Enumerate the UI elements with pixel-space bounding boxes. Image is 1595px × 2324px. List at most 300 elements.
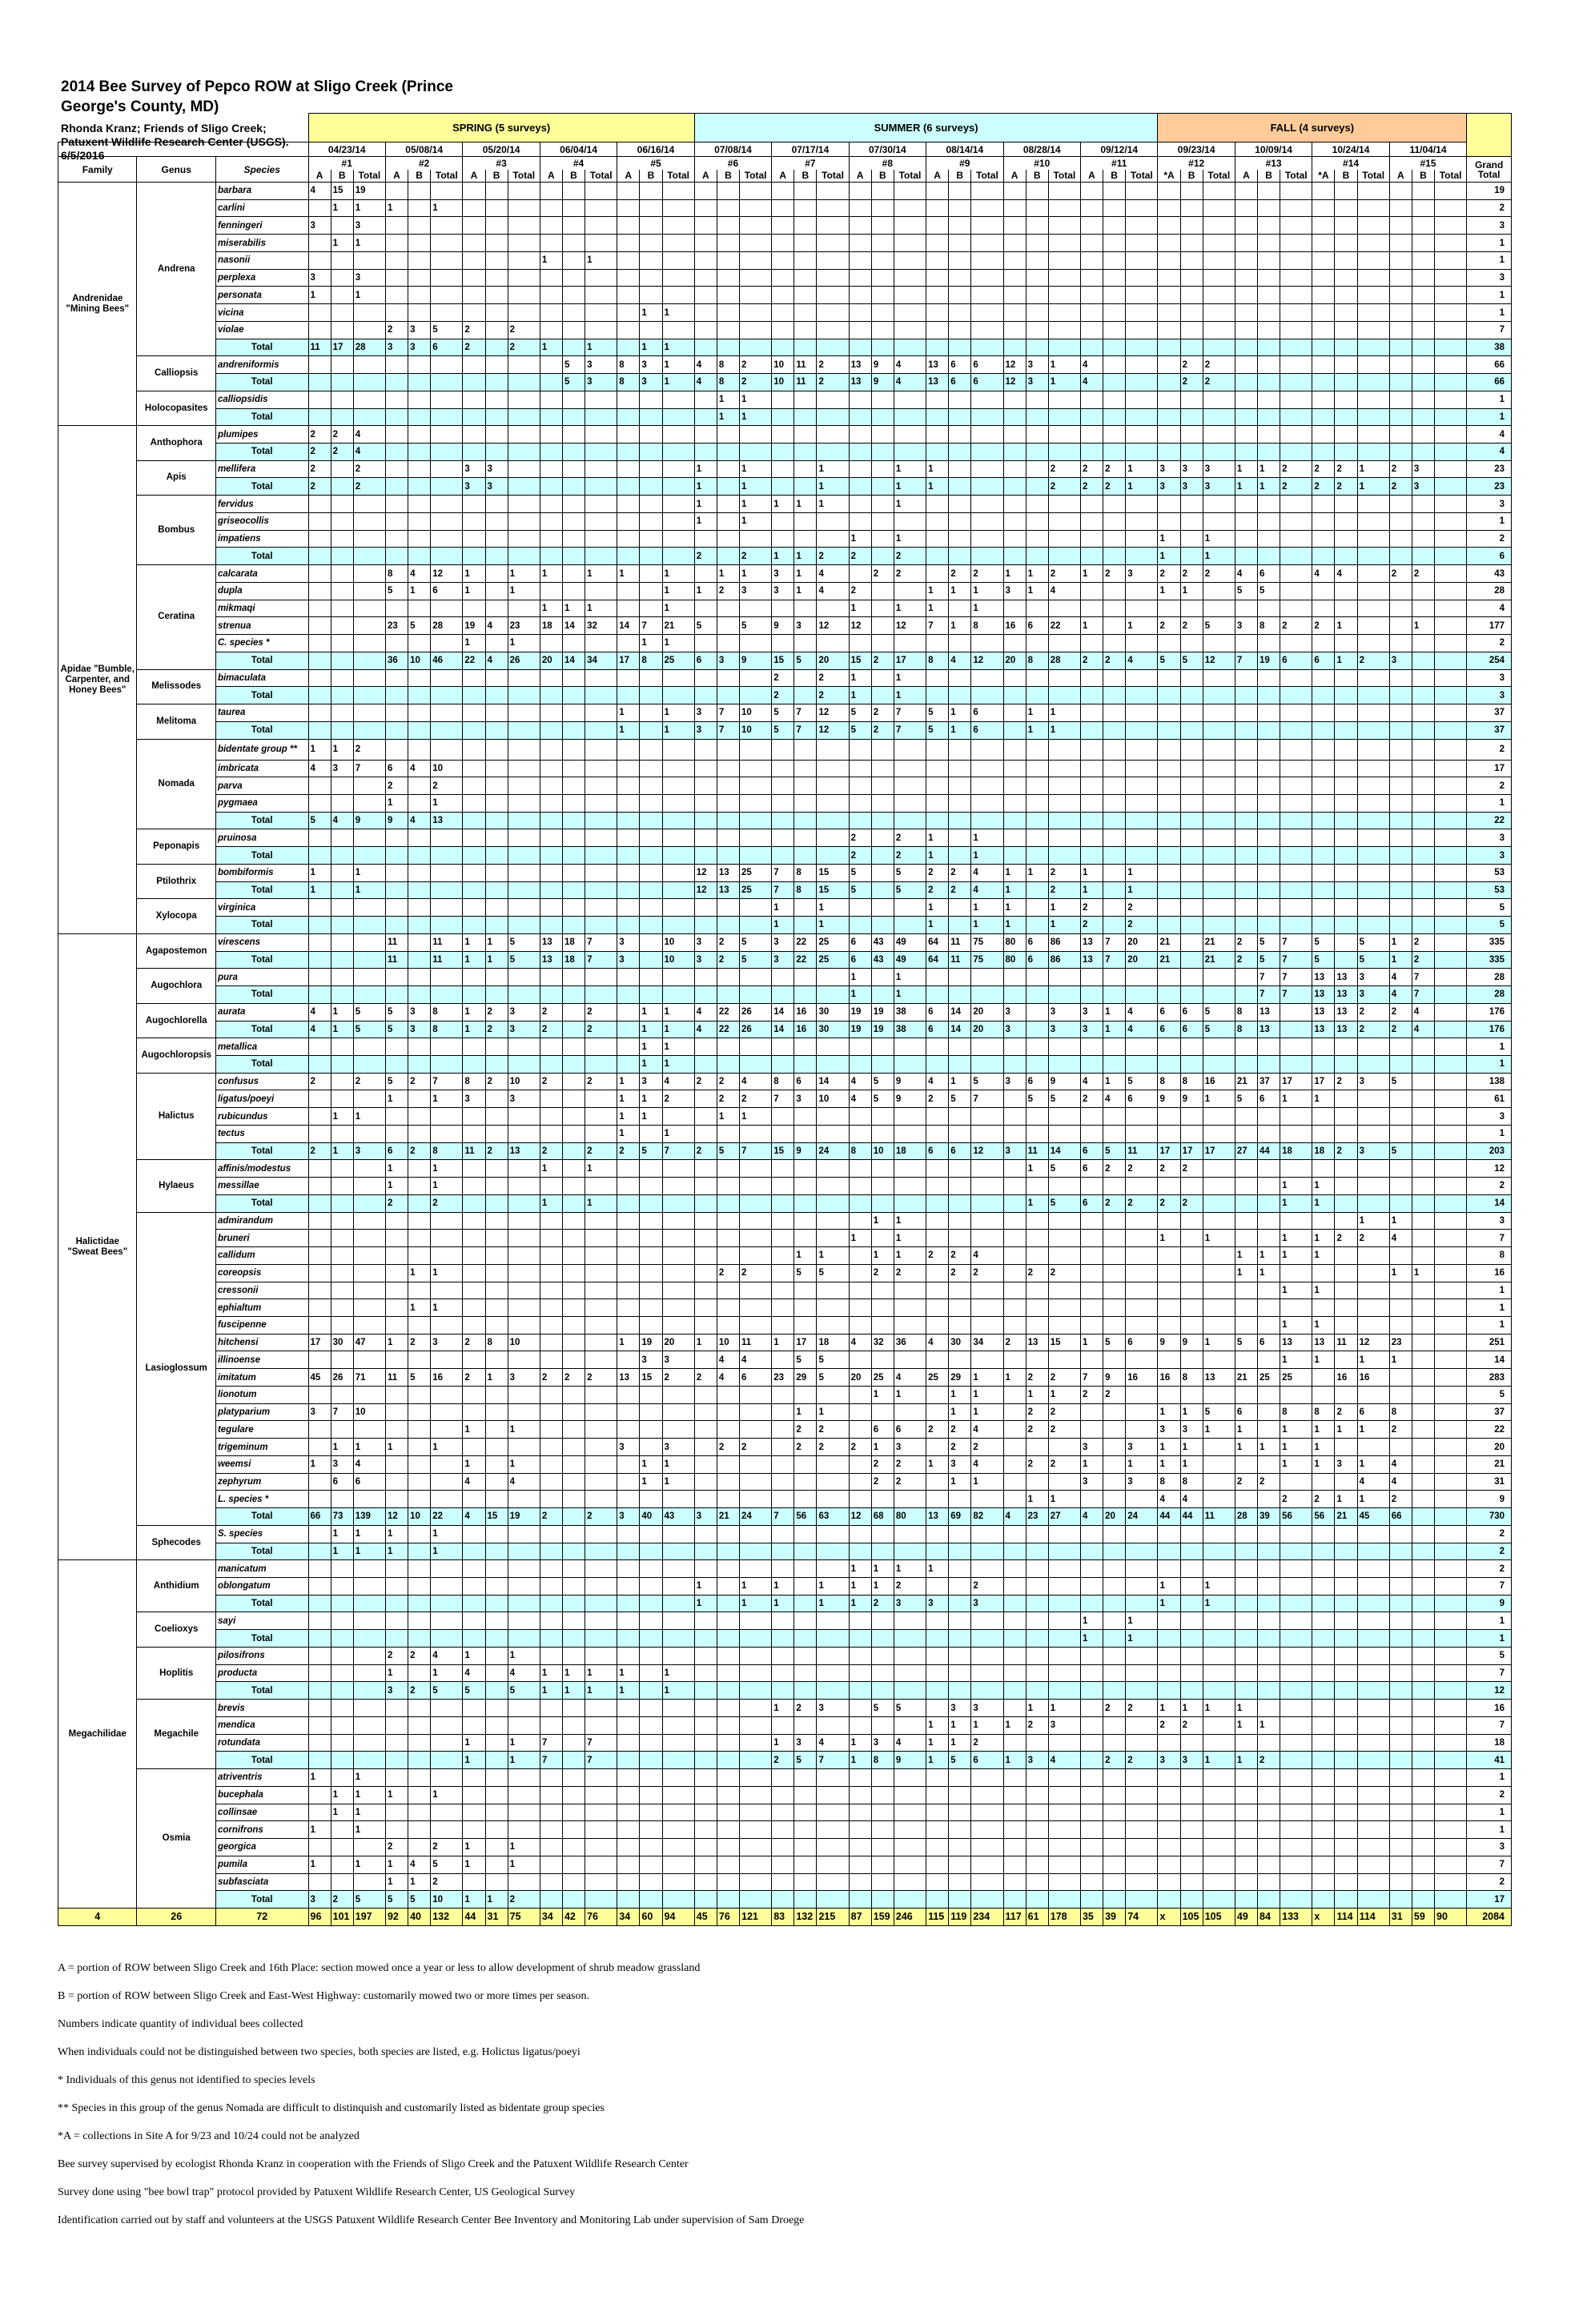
count-cell (1080, 1595, 1103, 1612)
count-cell (894, 635, 926, 652)
count-cell (971, 217, 1003, 235)
count-cell (1435, 847, 1467, 865)
count-cell (1048, 1299, 1080, 1317)
count-cell (1026, 1578, 1048, 1595)
count-cell (1389, 426, 1412, 444)
count-cell (794, 321, 817, 339)
count-cell: 11 (1126, 1142, 1158, 1160)
count-cell (894, 1491, 926, 1508)
site-subheader: B (562, 170, 585, 183)
count-cell (562, 1804, 585, 1821)
count-cell: 10 (817, 1090, 849, 1108)
count-cell (485, 1664, 508, 1682)
grand-total-cell: 3 (1467, 687, 1512, 704)
count-cell (408, 287, 431, 304)
count-cell (1435, 951, 1467, 969)
count-cell (308, 1630, 331, 1648)
count-cell: 3 (971, 1700, 1003, 1717)
count-cell (717, 287, 739, 304)
count-cell: 1 (740, 1595, 772, 1612)
count-cell (772, 600, 794, 617)
count-cell: 2 (871, 1595, 894, 1612)
species-name: bombiformis (215, 864, 308, 881)
count-cell (585, 1578, 617, 1595)
count-cell: 38 (894, 1021, 926, 1038)
grand-total-cell: 1 (1467, 408, 1512, 426)
count-cell (353, 1055, 385, 1073)
count-cell (717, 1716, 739, 1734)
count-cell: 64 (926, 951, 949, 969)
count-cell (1235, 1212, 1257, 1230)
count-cell: 1 (1048, 1491, 1080, 1508)
count-cell (617, 391, 640, 408)
count-cell (1280, 1630, 1312, 1648)
count-cell: 3 (1003, 1073, 1026, 1090)
species-name: imbricata (215, 760, 308, 777)
count-cell (971, 496, 1003, 513)
count-cell (431, 391, 463, 408)
count-cell (385, 1108, 408, 1126)
grand-count-cell: 114 (1335, 1908, 1357, 1925)
count-cell (740, 1403, 772, 1421)
count-cell (894, 1125, 926, 1142)
count-cell: 2 (1080, 917, 1103, 934)
count-cell (971, 1038, 1003, 1056)
count-cell: 3 (1080, 1473, 1103, 1491)
count-cell (463, 739, 485, 760)
count-cell (1003, 269, 1026, 287)
count-cell (385, 1264, 408, 1282)
count-cell: 3 (1412, 460, 1434, 478)
count-cell (1203, 847, 1235, 865)
count-cell: 1 (772, 917, 794, 934)
count-cell (871, 217, 894, 235)
count-cell: 2 (1389, 478, 1412, 496)
count-cell: 3 (485, 478, 508, 496)
count-cell (308, 1282, 331, 1299)
count-cell: 5 (353, 1891, 385, 1909)
count-cell (1103, 1716, 1126, 1734)
count-cell (1280, 794, 1312, 812)
count-cell (353, 777, 385, 795)
count-cell: 4 (894, 374, 926, 391)
count-cell (1180, 1386, 1203, 1403)
count-cell (485, 1630, 508, 1648)
count-cell (308, 1038, 331, 1056)
count-cell (508, 1630, 540, 1648)
count-cell (849, 777, 871, 795)
count-cell: 3 (585, 356, 617, 374)
count-cell (585, 1891, 617, 1909)
species-name: pura (215, 969, 308, 986)
count-cell: 1 (1003, 565, 1026, 583)
count-cell (662, 1752, 694, 1769)
count-cell: 1 (1280, 1317, 1312, 1335)
count-cell: 1 (926, 600, 949, 617)
count-cell (1389, 1299, 1412, 1317)
count-cell (662, 1212, 694, 1230)
count-cell (617, 1786, 640, 1804)
count-cell: 1 (971, 829, 1003, 847)
count-cell: 2 (1080, 652, 1103, 669)
count-cell (385, 1804, 408, 1821)
count-cell: 69 (949, 1508, 971, 1526)
count-cell (717, 426, 739, 444)
count-cell (585, 460, 617, 478)
species-row (58, 426, 1512, 444)
count-cell (1103, 496, 1126, 513)
count-cell (849, 251, 871, 269)
count-cell (1335, 760, 1357, 777)
count-cell (1158, 1247, 1180, 1265)
count-cell (971, 512, 1003, 530)
count-cell (694, 287, 717, 304)
count-cell (717, 1734, 739, 1752)
count-cell (817, 1804, 849, 1821)
total-label: Total (215, 478, 308, 496)
count-cell: 2 (353, 1073, 385, 1090)
count-cell (662, 1282, 694, 1299)
count-cell: 2 (540, 1369, 562, 1387)
species-name: pruinosa (215, 829, 308, 847)
genus-name: Augochlorella (137, 1003, 215, 1038)
count-cell (694, 1682, 717, 1700)
count-cell (1412, 339, 1434, 356)
count-cell: 1 (1335, 652, 1357, 669)
count-cell (1203, 969, 1235, 986)
count-cell: 6 (385, 1142, 408, 1160)
count-cell (717, 847, 739, 865)
count-cell (1180, 1873, 1203, 1891)
count-cell (1280, 356, 1312, 374)
count-cell (1435, 460, 1467, 478)
count-cell (849, 1856, 871, 1873)
count-cell (1026, 304, 1048, 322)
count-cell (772, 1282, 794, 1299)
count-cell: 3 (463, 478, 485, 496)
count-cell: 2 (1357, 1021, 1389, 1038)
count-cell: 2 (1389, 1491, 1412, 1508)
count-cell (1126, 1282, 1158, 1299)
count-cell (1312, 251, 1335, 269)
count-cell (971, 251, 1003, 269)
count-cell (1158, 881, 1180, 899)
count-cell (1080, 635, 1103, 652)
count-cell: 2 (1158, 1716, 1180, 1734)
count-cell: 2 (308, 460, 331, 478)
count-cell (1435, 1612, 1467, 1630)
count-cell (740, 339, 772, 356)
count-cell (585, 1560, 617, 1578)
count-cell: 4 (408, 1856, 431, 1873)
grand-count-cell: 246 (894, 1908, 926, 1925)
count-cell: 4 (1126, 1003, 1158, 1021)
count-cell (849, 199, 871, 217)
count-cell: 56 (1280, 1508, 1312, 1526)
count-cell (971, 1664, 1003, 1682)
count-cell (894, 1891, 926, 1909)
count-cell (485, 217, 508, 235)
count-cell (1048, 1647, 1080, 1664)
count-cell (926, 217, 949, 235)
count-cell (1235, 1734, 1257, 1752)
count-cell (562, 1595, 585, 1612)
count-cell (1048, 512, 1080, 530)
count-cell (740, 235, 772, 252)
count-cell (817, 1230, 849, 1247)
count-cell (1357, 1578, 1389, 1595)
count-cell: 1 (1126, 1612, 1158, 1630)
count-cell (331, 899, 353, 917)
count-cell (794, 1612, 817, 1630)
species-row (58, 251, 1512, 269)
count-cell (1357, 374, 1389, 391)
count-cell (871, 1194, 894, 1212)
count-cell: 1 (1003, 917, 1026, 934)
count-cell (1080, 530, 1103, 548)
count-cell (662, 183, 694, 200)
count-cell: 3 (1080, 1003, 1103, 1021)
count-cell (1435, 1142, 1467, 1160)
count-cell (463, 1804, 485, 1821)
count-cell (1435, 1439, 1467, 1456)
count-cell (817, 1317, 849, 1335)
genus-total-row (58, 881, 1512, 899)
count-cell (408, 1317, 431, 1335)
count-cell: 1 (1312, 1439, 1335, 1456)
count-cell (1357, 1821, 1389, 1839)
count-cell: 1 (1180, 1439, 1203, 1456)
count-cell (1389, 199, 1412, 217)
count-cell (717, 1560, 739, 1578)
count-cell (1158, 899, 1180, 917)
count-cell (1357, 1194, 1389, 1212)
count-cell (485, 1612, 508, 1630)
count-cell (740, 1299, 772, 1317)
count-cell (331, 777, 353, 795)
count-cell (485, 669, 508, 687)
count-cell (1389, 847, 1412, 865)
count-cell (849, 1839, 871, 1856)
grand-total-cell: 5 (1467, 1386, 1512, 1403)
count-cell (1126, 426, 1158, 444)
count-cell: 1 (662, 565, 694, 583)
count-cell (508, 548, 540, 565)
count-cell: 56 (794, 1508, 817, 1526)
count-cell (640, 704, 662, 722)
count-cell: 1 (331, 1786, 353, 1804)
count-cell (463, 1247, 485, 1265)
count-cell: 5 (408, 1891, 431, 1909)
count-cell: 1 (640, 635, 662, 652)
count-cell (353, 1630, 385, 1648)
count-cell (1180, 496, 1203, 513)
count-cell (817, 235, 849, 252)
site-subheader: *A (1158, 170, 1180, 183)
count-cell (794, 1716, 817, 1734)
count-cell: 2 (385, 321, 408, 339)
count-cell (353, 1839, 385, 1856)
count-cell (1280, 496, 1312, 513)
count-cell (1003, 1160, 1026, 1178)
count-cell (1357, 881, 1389, 899)
count-cell (540, 1839, 562, 1856)
count-cell (1435, 1021, 1467, 1038)
count-cell (385, 1317, 408, 1335)
count-cell (1235, 1821, 1257, 1839)
count-cell (540, 986, 562, 1004)
count-cell (1235, 426, 1257, 444)
count-cell (1126, 1108, 1158, 1126)
count-cell (1048, 687, 1080, 704)
count-cell: 1 (849, 1734, 871, 1752)
count-cell (617, 1891, 640, 1909)
count-cell (485, 1317, 508, 1335)
count-cell (617, 304, 640, 322)
count-cell: 2 (926, 1090, 949, 1108)
site-subheader: *A (1312, 170, 1335, 183)
genus-total-row (58, 721, 1512, 739)
count-cell: 5 (1312, 951, 1335, 969)
count-cell (1103, 829, 1126, 847)
count-cell (308, 704, 331, 722)
count-cell (1280, 1578, 1312, 1595)
count-cell: 6 (949, 1142, 971, 1160)
count-cell (871, 1769, 894, 1787)
count-cell (1357, 669, 1389, 687)
count-cell: 9 (894, 1090, 926, 1108)
count-cell (1280, 1821, 1312, 1839)
count-cell (694, 1856, 717, 1873)
count-cell (871, 829, 894, 847)
count-cell: 7 (894, 704, 926, 722)
species-row (58, 1178, 1512, 1195)
count-cell (1080, 760, 1103, 777)
count-cell (640, 444, 662, 461)
count-cell: 3 (1080, 1439, 1103, 1456)
count-cell (431, 1403, 463, 1421)
count-cell: 13 (1335, 969, 1357, 986)
count-cell: 5 (408, 1369, 431, 1387)
count-cell (1003, 687, 1026, 704)
count-cell (1312, 1804, 1335, 1821)
count-cell: 3 (353, 217, 385, 235)
count-cell (694, 899, 717, 917)
count-cell: 7 (1103, 951, 1126, 969)
count-cell (408, 1090, 431, 1108)
count-cell (1280, 600, 1312, 617)
count-cell: 4 (817, 565, 849, 583)
count-cell (308, 847, 331, 865)
count-cell (408, 356, 431, 374)
count-cell (331, 1612, 353, 1630)
count-cell (1103, 617, 1126, 635)
count-cell (431, 217, 463, 235)
count-cell: 1 (540, 1664, 562, 1682)
count-cell (463, 1543, 485, 1560)
count-cell (1258, 899, 1280, 917)
count-cell (817, 1055, 849, 1073)
count-cell: 1 (353, 287, 385, 304)
count-cell (949, 1212, 971, 1230)
count-cell: 19 (463, 617, 485, 635)
count-cell (1412, 760, 1434, 777)
count-cell (1412, 917, 1434, 934)
count-cell: 3 (617, 933, 640, 951)
count-cell (694, 1264, 717, 1282)
count-cell: 2 (1158, 1160, 1180, 1178)
count-cell (1412, 1351, 1434, 1369)
count-cell: 2 (1026, 1403, 1048, 1421)
species-row (58, 217, 1512, 235)
count-cell (1235, 635, 1257, 652)
grand-count-cell: 105 (1180, 1908, 1203, 1925)
count-cell (871, 1125, 894, 1142)
count-cell (817, 1647, 849, 1664)
grand-total-cell: 1 (1467, 287, 1512, 304)
count-cell: 1 (1357, 460, 1389, 478)
count-cell: 4 (1357, 1473, 1389, 1491)
count-cell (508, 1282, 540, 1299)
count-cell (617, 1386, 640, 1403)
count-cell (585, 899, 617, 917)
count-cell (1003, 530, 1026, 548)
count-cell: 2 (717, 1264, 739, 1282)
count-cell: 1 (1048, 899, 1080, 917)
count-cell (485, 1421, 508, 1439)
count-cell (1158, 444, 1180, 461)
count-cell: 14 (949, 1021, 971, 1038)
count-cell (794, 899, 817, 917)
count-cell (717, 199, 739, 217)
count-cell: 3 (662, 1351, 694, 1369)
count-cell (971, 1630, 1003, 1648)
count-cell (772, 1856, 794, 1873)
count-cell (1158, 374, 1180, 391)
species-row (58, 269, 1512, 287)
count-cell (871, 760, 894, 777)
count-cell (353, 1682, 385, 1700)
species-row (58, 1804, 1512, 1821)
count-cell (1003, 304, 1026, 322)
count-cell: 4 (1048, 1752, 1080, 1769)
count-cell: 2 (1280, 478, 1312, 496)
count-cell (408, 1839, 431, 1856)
count-cell: 2 (1048, 864, 1080, 881)
count-cell (1389, 1700, 1412, 1717)
survey-date: 05/08/14 (385, 142, 462, 157)
count-cell (640, 1804, 662, 1821)
count-cell (1003, 1125, 1026, 1142)
count-cell (1412, 687, 1434, 704)
count-cell (772, 1630, 794, 1648)
count-cell: 49 (894, 933, 926, 951)
count-cell (485, 1055, 508, 1073)
count-cell (508, 199, 540, 217)
grand-total-cell: 3 (1467, 669, 1512, 687)
count-cell (717, 1664, 739, 1682)
count-cell (1312, 287, 1335, 304)
count-cell: 1 (662, 600, 694, 617)
count-cell (740, 1769, 772, 1787)
grand-total-cell: 12 (1467, 1160, 1512, 1178)
count-cell (1312, 1125, 1335, 1142)
species-name: tegulare (215, 1421, 308, 1439)
count-cell (662, 687, 694, 704)
count-cell: 3 (308, 269, 331, 287)
count-cell: 10 (772, 356, 794, 374)
count-cell: 2 (1235, 933, 1257, 951)
